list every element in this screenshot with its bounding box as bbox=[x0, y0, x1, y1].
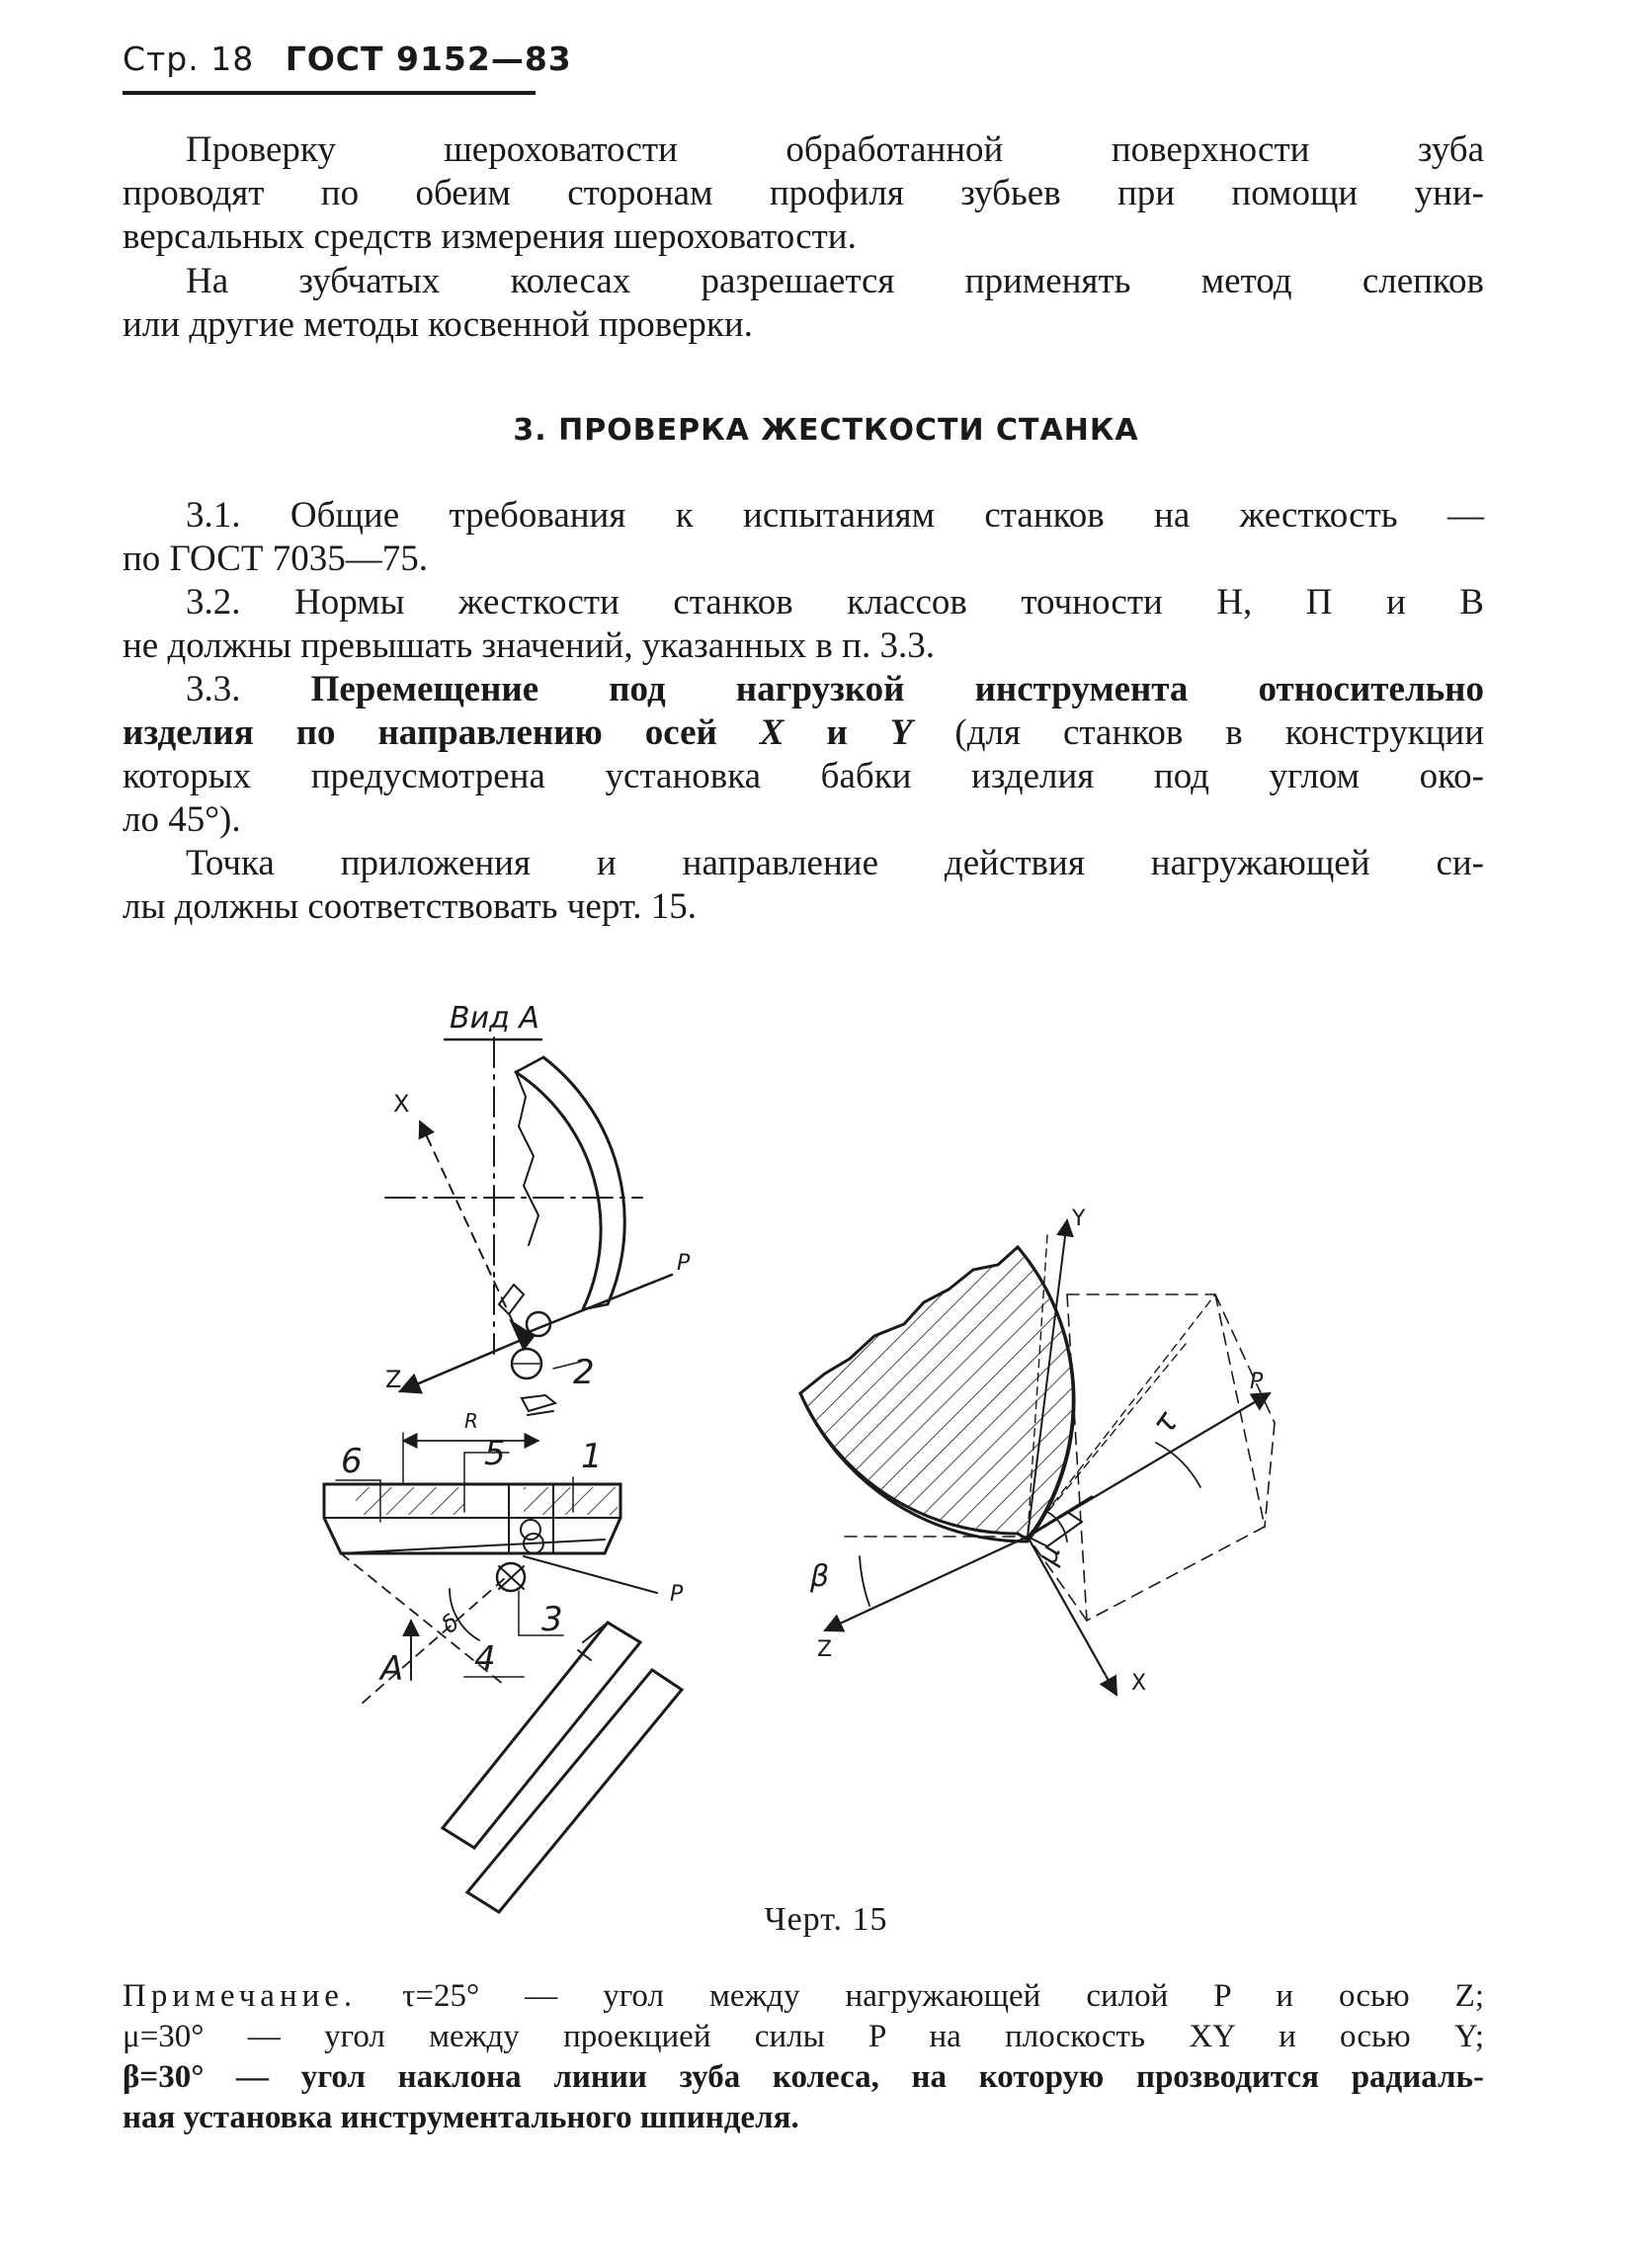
standard-number: ГОСТ 9152—83 bbox=[285, 40, 572, 78]
force-label-lower: P bbox=[670, 1582, 684, 1607]
figure-caption: Черт. 15 bbox=[764, 1901, 888, 1938]
angle-mu: μ bbox=[1030, 1541, 1067, 1569]
page-number: Стр. 18 bbox=[123, 40, 255, 78]
text-line: проводят по обеим сторонам профиля зубьев при помощи уни- bbox=[123, 173, 1484, 213]
note-label: Примечание. bbox=[123, 1978, 358, 2014]
angle-tau: τ bbox=[1143, 1403, 1187, 1442]
force-label-right: P bbox=[1250, 1370, 1264, 1394]
note bbox=[123, 1976, 1484, 2138]
radius-label: R bbox=[464, 1409, 478, 1433]
callout-6: 6 bbox=[341, 1442, 363, 1481]
axis-x-label-right: X bbox=[1131, 1671, 1147, 1696]
text-line bbox=[123, 1976, 1484, 2017]
text-line: Точка приложения и направление действия нагружающей си- bbox=[186, 843, 1484, 883]
angle-delta: δ bbox=[435, 1608, 465, 1639]
text-line: не должны превышать значений, указанных в п. 3.3. bbox=[123, 625, 935, 666]
text-line: или другие методы косвенной проверки. bbox=[123, 304, 753, 345]
text-line: β=30° — угол наклона линии зуба колеса, на которую прозводится радиаль- bbox=[123, 2059, 1484, 2095]
section-title: 3. ПРОВЕРКА ЖЕСТКОСТИ СТАНКА bbox=[513, 413, 1139, 448]
axis-y-label-right: Y bbox=[1072, 1207, 1086, 1231]
clause-bold-text: изделия по направлению осей bbox=[123, 712, 717, 753]
text-line: ная установка инструментального шпинделя. bbox=[123, 2100, 799, 2135]
clause-text: (для станков в конструкции bbox=[954, 712, 1485, 753]
conjunction-text: и bbox=[826, 712, 848, 753]
clause-bold-text: Перемещение под нагрузкой инструмента относительно bbox=[310, 669, 1485, 709]
axis-z-label-right: Z bbox=[817, 1637, 833, 1662]
text-line: ло 45°). bbox=[123, 799, 241, 840]
text-line: На зубчатых колесах разрешается применять метод слепков bbox=[186, 261, 1484, 301]
clause-number: 3.3. bbox=[186, 669, 241, 709]
right-view bbox=[800, 1207, 1275, 1696]
callout-1: 1 bbox=[581, 1437, 603, 1476]
left-view bbox=[324, 1001, 691, 1912]
text-line: версальных средств измерения шероховатости. bbox=[123, 216, 857, 257]
axis-y-text: Y bbox=[889, 712, 913, 753]
callout-5: 5 bbox=[484, 1434, 506, 1473]
force-label: P bbox=[677, 1251, 691, 1276]
angle-beta: β bbox=[810, 1559, 830, 1594]
axis-z-label: Z bbox=[385, 1366, 402, 1393]
text-line: 3.2. Нормы жесткости станков классов точности Н, П и В bbox=[186, 582, 1484, 623]
note-text: τ=25° — угол между нагружающей силой P и осью Z; bbox=[402, 1978, 1485, 2014]
text-line: 3.1. Общие требования к испытаниям станков на жесткость — bbox=[186, 495, 1484, 536]
section-a-label: A bbox=[380, 1649, 404, 1689]
callout-2: 2 bbox=[573, 1353, 595, 1392]
text-line: Проверку шероховатости обработанной поверхности зуба bbox=[186, 129, 1484, 170]
axis-x-text: X bbox=[759, 712, 785, 753]
text-line: по ГОСТ 7035—75. bbox=[123, 539, 428, 579]
text-line: лы должны соответствовать черт. 15. bbox=[123, 886, 697, 927]
text-line: μ=30° — угол между проекцией силы P на плоскость XY и осью Y; bbox=[123, 2019, 1484, 2054]
callout-4: 4 bbox=[474, 1639, 496, 1679]
callout-3: 3 bbox=[541, 1600, 563, 1639]
axis-x-label: X bbox=[393, 1090, 410, 1118]
view-label: Вид А bbox=[450, 1001, 539, 1036]
text-line: которых предусмотрена установка бабки изделия под углом око- bbox=[123, 756, 1484, 796]
